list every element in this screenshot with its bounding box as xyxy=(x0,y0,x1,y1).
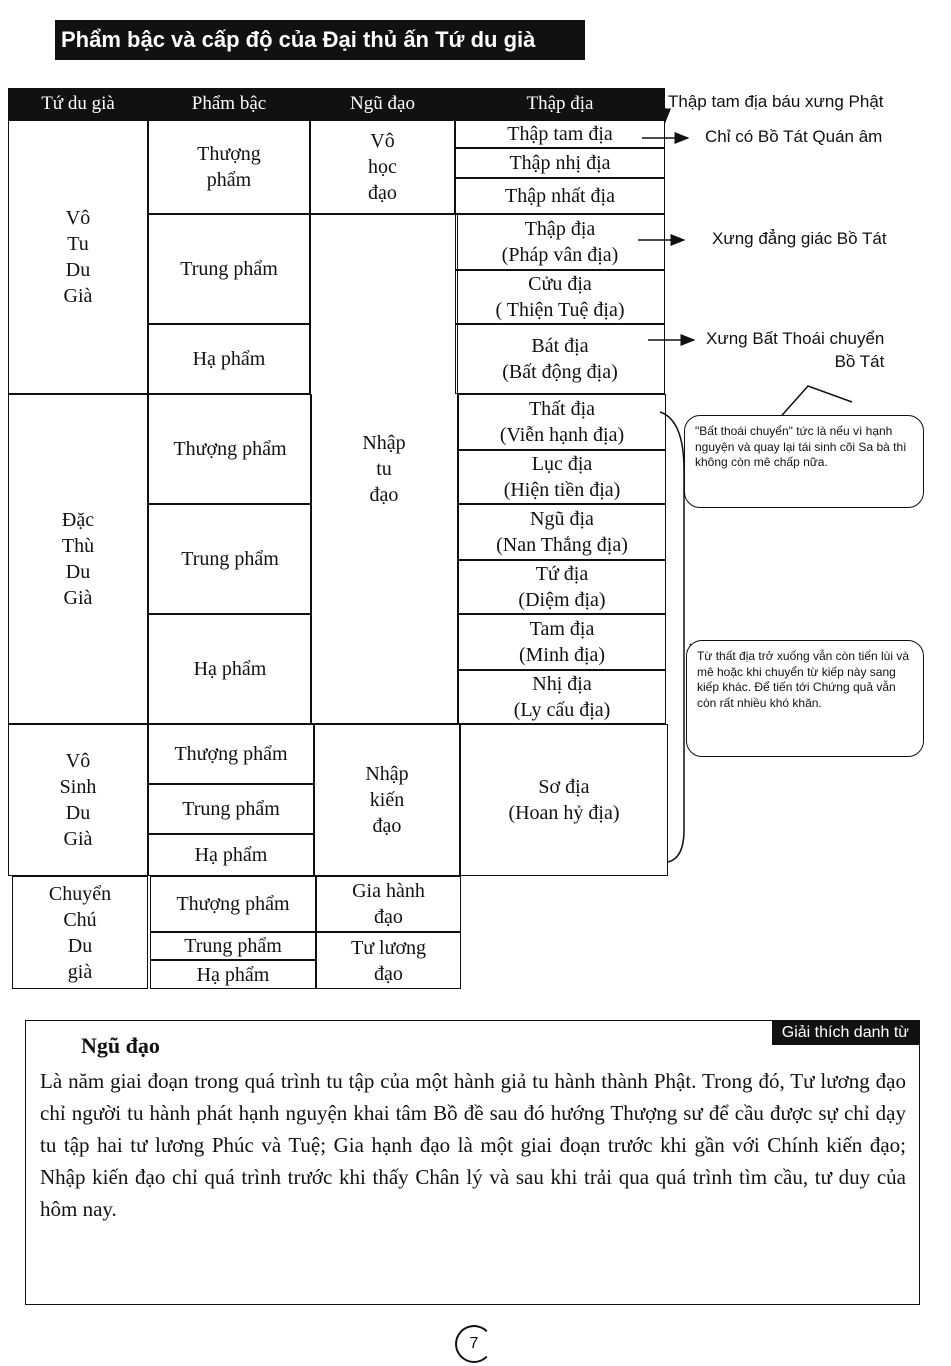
header-ground: Thập địa xyxy=(526,93,594,114)
yoga-cell: Vô Tu Du Già xyxy=(8,120,148,394)
grade-cell: Hạ phẩm xyxy=(148,324,310,394)
note-top: Thập tam địa báu xưng Phật xyxy=(668,92,884,111)
grade-cell: Thượng phẩm xyxy=(148,120,310,214)
grade-cell: Hạ phẩm xyxy=(148,834,314,876)
callout-bubble: Từ thất địa trở xuống vẫn còn tiến lùi và mê hoặc khi chuyển từ kiếp này sang kiếp khác. Để tiến tới Chứng quả vẫn còn rất nhiều khó khăn. xyxy=(686,640,924,757)
header-yoga: Tứ du già xyxy=(41,93,115,114)
header-path: Ngũ đạo xyxy=(350,93,415,114)
callout-bubble: "Bất thoái chuyển" tức là nếu vì hạnh nguyện và quay lại tái sinh cõi Sa bà thì không còn mê chấp nữa. xyxy=(684,415,924,508)
ground-cell: Thập nhị địa xyxy=(455,148,665,178)
yoga-cell: Đặc Thù Du Già xyxy=(8,394,148,724)
ground-cell: Lục địa (Hiện tiền địa) xyxy=(458,450,666,504)
glossary-body: Là năm giai đoạn trong quá trình tu tập của một hành giả tu hành thành Phật. Trong đó, Tư lương đạo chỉ người tu hành phát hạnh nguyện khai tâm Bồ đề sau đó hướng Thượng sư để cầu được sự chỉ dạy tu tập hai tư lương Phúc và Tuệ; Gia hạnh đạo là một giai đoạn trước khi gần với Chính kiến đạo; Nhập kiến đạo chỉ quá trình trước khi thấy Chân lý và sau khi trải qua quá trình tìm cầu, tư duy của hôm nay. xyxy=(40,1069,906,1221)
note-13: Chỉ có Bồ Tát Quán âm xyxy=(705,127,883,146)
brace-grounds xyxy=(660,412,684,862)
grade-cell: Thượng phẩm xyxy=(148,394,312,504)
grade-cell: Trung phẩm xyxy=(148,214,310,324)
path-cell: Nhập kiến đạo xyxy=(314,724,460,876)
path-cell: Gia hành đạo xyxy=(316,876,461,932)
path-cell: Nhập tu đạo xyxy=(310,214,458,724)
grade-cell: Hạ phẩm xyxy=(148,614,312,724)
ground-cell: Ngũ địa (Nan Thắng địa) xyxy=(458,504,666,560)
ground-cell: Tam địa (Minh địa) xyxy=(458,614,666,670)
note-8: Xưng Bất Thoái chuyển Bồ Tát xyxy=(706,329,885,371)
ground-cell: Bát địa (Bất động địa) xyxy=(455,324,665,394)
ground-cell: Thập tam địa xyxy=(455,120,665,148)
yoga-cell: Chuyển Chú Du già xyxy=(12,876,148,989)
ground-cell: Nhị địa (Ly cấu địa) xyxy=(458,670,666,724)
path-cell: Tư lương đạo xyxy=(316,932,461,989)
ground-cell: Thất địa (Viễn hạnh địa) xyxy=(458,394,666,450)
header-grade: Phẩm bậc xyxy=(191,93,267,114)
glossary-tag: Giải thích danh từ xyxy=(772,1021,919,1045)
ground-cell: Thập địa (Pháp vân địa) xyxy=(455,214,665,270)
page-title: Phẩm bậc và cấp độ của Đại thủ ấn Tứ du già xyxy=(55,20,585,60)
grade-cell: Trung phẩm xyxy=(150,932,316,960)
ground-cell: Tứ địa (Diệm địa) xyxy=(458,560,666,614)
yoga-cell: Vô Sinh Du Già xyxy=(8,724,148,876)
grade-cell: Thượng phẩm xyxy=(148,724,314,784)
page-number: 7 xyxy=(455,1325,493,1363)
grade-cell: Trung phẩm xyxy=(148,504,312,614)
ground-cell: Thập nhất địa xyxy=(455,178,665,214)
glossary-panel xyxy=(25,1020,920,1305)
ground-cell: Cửu địa ( Thiện Tuệ địa) xyxy=(455,270,665,324)
grade-cell: Trung phẩm xyxy=(148,784,314,834)
note-10: Xưng đẳng giác Bồ Tát xyxy=(712,229,887,248)
ground-cell: Sơ địa (Hoan hỷ địa) xyxy=(460,724,668,876)
glossary-heading: Ngũ đạo xyxy=(81,1033,160,1058)
grade-cell: Hạ phẩm xyxy=(150,960,316,989)
path-cell: Vô học đạo xyxy=(310,120,455,214)
grade-cell: Thượng phẩm xyxy=(150,876,316,932)
